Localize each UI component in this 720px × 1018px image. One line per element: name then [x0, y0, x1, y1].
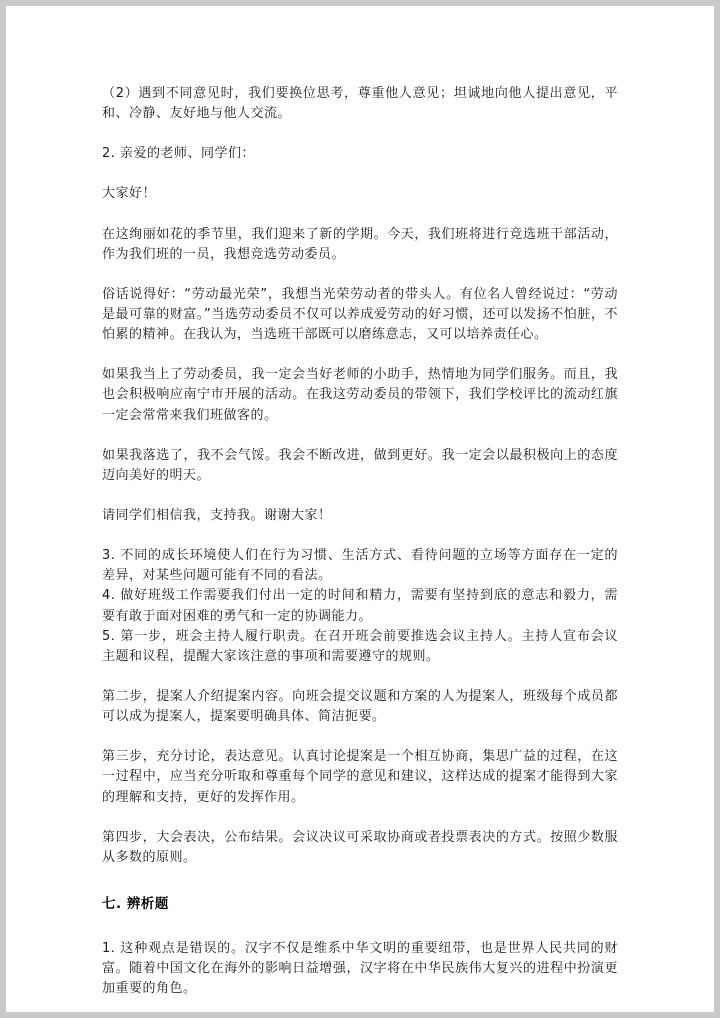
- paragraph-answer-5-step1: 5. 第一步，班会主持人履行职责。在召开班会前要推选会议主持人。主持人宣布会议主题和议程，提醒大家该注意的事项和需要遵守的规则。: [102, 628, 618, 664]
- paragraph-speech-thanks: 请同学们相信我，支持我。谢谢大家！: [102, 507, 332, 523]
- paragraph-speech-intro: 在这绚丽如花的季节里，我们迎来了新的学期。今天，我们班将进行竞选班干部活动，作为我们班的一员，我想竞选劳动委员。: [102, 226, 618, 262]
- paragraph-answer-5-step3: 第三步，充分讨论，表达意见。认真讨论提案是一个相互协商，集思广益的过程，在这一过程中，应当充分听取和尊重每个同学的意见和建议，这样达成的提案才能得到大家的理解和支持，更好的发挥作用。: [102, 749, 618, 805]
- paragraph-answer-4: 4. 做好班级工作需要我们付出一定的时间和精力，需要有坚持到底的意志和毅力，需要有敢于面对困难的勇气和一定的协调能力。: [102, 588, 618, 624]
- paragraph-hello: 大家好！: [102, 186, 157, 202]
- paragraph-answer-5-step4: 第四步，大会表决，公布结果。会议决议可采取协商或者投票表决的方式。按照少数服从多数的原则。: [102, 829, 618, 865]
- paragraph-speech-promise: 如果我当上了劳动委员，我一定会当好老师的小助手，热情地为同学们服务。而且，我也会积极响应南宁市开展的活动。在我这劳动委员的带领下，我们学校评比的流动红旗一定会常常来我们班做客的。: [102, 367, 618, 423]
- paragraph-speech-lose: 如果我落选了，我不会气馁。我会不断改进，做到更好。我一定会以最积极向上的态度迈向美好的明天。: [102, 447, 618, 483]
- paragraph-answer-2-greeting: 2. 亲爱的老师、同学们：: [102, 146, 256, 162]
- document-page: [6, 6, 714, 1012]
- paragraph-answer-2-2: （2）遇到不同意见时，我们要换位思考，尊重他人意见；坦诚地向他人提出意见，平和、冷静、友好地与他人交流。: [102, 86, 618, 122]
- section-heading-discrimination: 七. 辨析题: [102, 895, 169, 912]
- paragraph-speech-quote: 俗话说得好：“劳动最光荣”，我想当光荣劳动者的带头人。有位名人曾经说过：“劳动是最可靠的财富。”当选劳动委员不仅可以养成爱劳动的好习惯，还可以发扬不怕脏，不怕累的精神。在我认为，当选班干部既可以磨练意志，又可以培养责任心。: [102, 286, 618, 343]
- paragraph-answer-7-1: 1. 这种观点是错误的。汉字不仅是维系中华文明的重要纽带，也是世界人民共同的财富。随着中国文化在海外的影响日益增强，汉字将在中华民族伟大复兴的进程中扮演更加重要的角色。: [102, 940, 618, 997]
- paragraph-answer-5-step2: 第二步，提案人介绍提案内容。向班会提交议题和方案的人为提案人，班级每个成员都可以成为提案人，提案要明确具体、简洁扼要。: [102, 688, 618, 725]
- paragraph-answer-3: 3. 不同的成长环境使人们在行为习惯、生活方式、看待问题的立场等方面存在一定的差异，对某些问题可能有不同的看法。: [102, 548, 618, 584]
